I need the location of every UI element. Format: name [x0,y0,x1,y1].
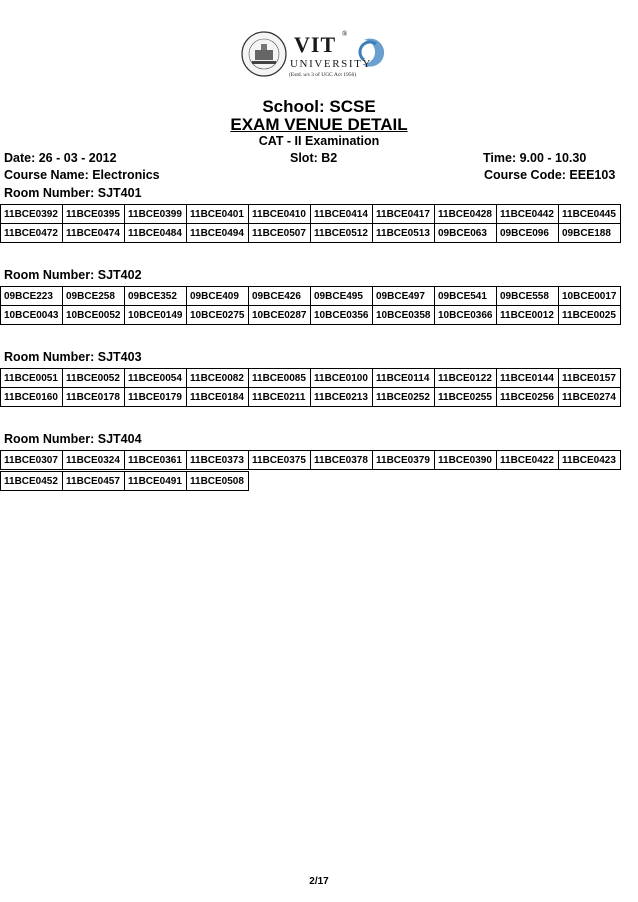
reg-cell: 11BCE0379 [373,451,435,470]
school-title: School: SCSE [262,97,376,116]
reg-cell: 10BCE0043 [1,306,63,325]
vit-logo [240,30,400,82]
exam-time: Time: 9.00 - 10.30 [483,151,587,165]
reg-cell: 11BCE0494 [187,224,249,243]
reg-cell: 11BCE0401 [187,205,249,224]
reg-cell: 09BCE258 [63,287,125,306]
reg-cell: 11BCE0414 [311,205,373,224]
reg-cell: 10BCE0017 [559,287,621,306]
room-label: Room Number: SJT403 [4,350,142,364]
room-table [0,204,621,243]
reg-cell: 11BCE0491 [125,472,187,491]
reg-cell: 11BCE0410 [249,205,311,224]
reg-cell: 11BCE0373 [187,451,249,470]
reg-cell: 11BCE0256 [497,388,559,407]
room-label: Room Number: SJT404 [4,432,142,446]
reg-cell: 10BCE0358 [373,306,435,325]
reg-cell: 09BCE541 [435,287,497,306]
brand-established: (Estd. u/s 3 of UGC Act 1956) [289,72,357,78]
reg-cell: 10BCE0149 [125,306,187,325]
room-table [0,286,621,325]
exam-date: Date: 26 - 03 - 2012 [4,151,117,165]
brand-name: VIT [294,32,337,57]
reg-cell: 11BCE0100 [311,369,373,388]
reg-cell: 11BCE0422 [497,451,559,470]
reg-cell: 11BCE0423 [559,451,621,470]
table-row [1,306,621,325]
reg-cell: 11BCE0417 [373,205,435,224]
reg-cell: 11BCE0160 [1,388,63,407]
brand-subtitle: UNIVERSITY [290,58,372,70]
course-code: Course Code: EEE103 [484,168,616,182]
reg-cell: 11BCE0361 [125,451,187,470]
table-row [1,472,249,491]
reg-cell: 09BCE495 [311,287,373,306]
reg-cell: 09BCE063 [435,224,497,243]
reg-cell: 10BCE0275 [187,306,249,325]
table-row [1,451,621,470]
reg-cell: 11BCE0052 [63,369,125,388]
exam-slot: Slot: B2 [290,151,338,165]
reg-cell: 11BCE0395 [63,205,125,224]
reg-cell: 11BCE0474 [63,224,125,243]
reg-cell: 09BCE223 [1,287,63,306]
reg-cell: 11BCE0012 [497,306,559,325]
table-row [1,388,621,407]
table-row [1,205,621,224]
reg-cell: 11BCE0054 [125,369,187,388]
registered-mark: ® [342,30,348,38]
reg-cell: 11BCE0307 [1,451,63,470]
reg-cell: 10BCE0366 [435,306,497,325]
reg-cell: 11BCE0179 [125,388,187,407]
table-row [1,224,621,243]
reg-cell: 11BCE0085 [249,369,311,388]
course-name: Course Name: Electronics [4,168,160,182]
reg-cell: 11BCE0144 [497,369,559,388]
room-label: Room Number: SJT402 [4,268,142,282]
reg-cell: 11BCE0082 [187,369,249,388]
reg-cell: 11BCE0184 [187,388,249,407]
table-row [1,369,621,388]
reg-cell: 09BCE409 [187,287,249,306]
reg-cell: 11BCE0252 [373,388,435,407]
reg-cell: 11BCE0392 [1,205,63,224]
reg-cell: 11BCE0513 [373,224,435,243]
reg-cell: 11BCE0390 [435,451,497,470]
reg-cell: 11BCE0375 [249,451,311,470]
reg-cell: 09BCE188 [559,224,621,243]
reg-cell: 11BCE0274 [559,388,621,407]
reg-cell: 09BCE352 [125,287,187,306]
reg-cell: 11BCE0428 [435,205,497,224]
room-label: Room Number: SJT401 [4,186,142,200]
reg-cell: 11BCE0442 [497,205,559,224]
table-row [1,287,621,306]
reg-cell: 09BCE096 [497,224,559,243]
reg-cell: 09BCE497 [373,287,435,306]
exam-name: CAT - II Examination [258,134,380,148]
reg-cell: 11BCE0211 [249,388,311,407]
reg-cell: 11BCE0378 [311,451,373,470]
reg-cell: 11BCE0472 [1,224,63,243]
room-table [0,450,621,470]
reg-cell: 10BCE0287 [249,306,311,325]
reg-cell: 11BCE0114 [373,369,435,388]
reg-cell: 11BCE0025 [559,306,621,325]
reg-cell: 11BCE0122 [435,369,497,388]
reg-cell: 11BCE0213 [311,388,373,407]
room-table [0,471,249,491]
reg-cell: 09BCE426 [249,287,311,306]
reg-cell: 09BCE558 [497,287,559,306]
reg-cell: 11BCE0157 [559,369,621,388]
room-table [0,368,621,407]
page-title: EXAM VENUE DETAIL [230,115,408,134]
reg-cell: 11BCE0445 [559,205,621,224]
page-number: 2/17 [309,876,329,887]
reg-cell: 10BCE0356 [311,306,373,325]
reg-cell: 11BCE0484 [125,224,187,243]
reg-cell: 11BCE0178 [63,388,125,407]
reg-cell: 11BCE0255 [435,388,497,407]
reg-cell: 11BCE0324 [63,451,125,470]
reg-cell: 11BCE0051 [1,369,63,388]
reg-cell: 11BCE0508 [187,472,249,491]
reg-cell: 10BCE0052 [63,306,125,325]
reg-cell: 11BCE0399 [125,205,187,224]
reg-cell: 11BCE0452 [1,472,63,491]
reg-cell: 11BCE0457 [63,472,125,491]
reg-cell: 11BCE0512 [311,224,373,243]
reg-cell: 11BCE0507 [249,224,311,243]
